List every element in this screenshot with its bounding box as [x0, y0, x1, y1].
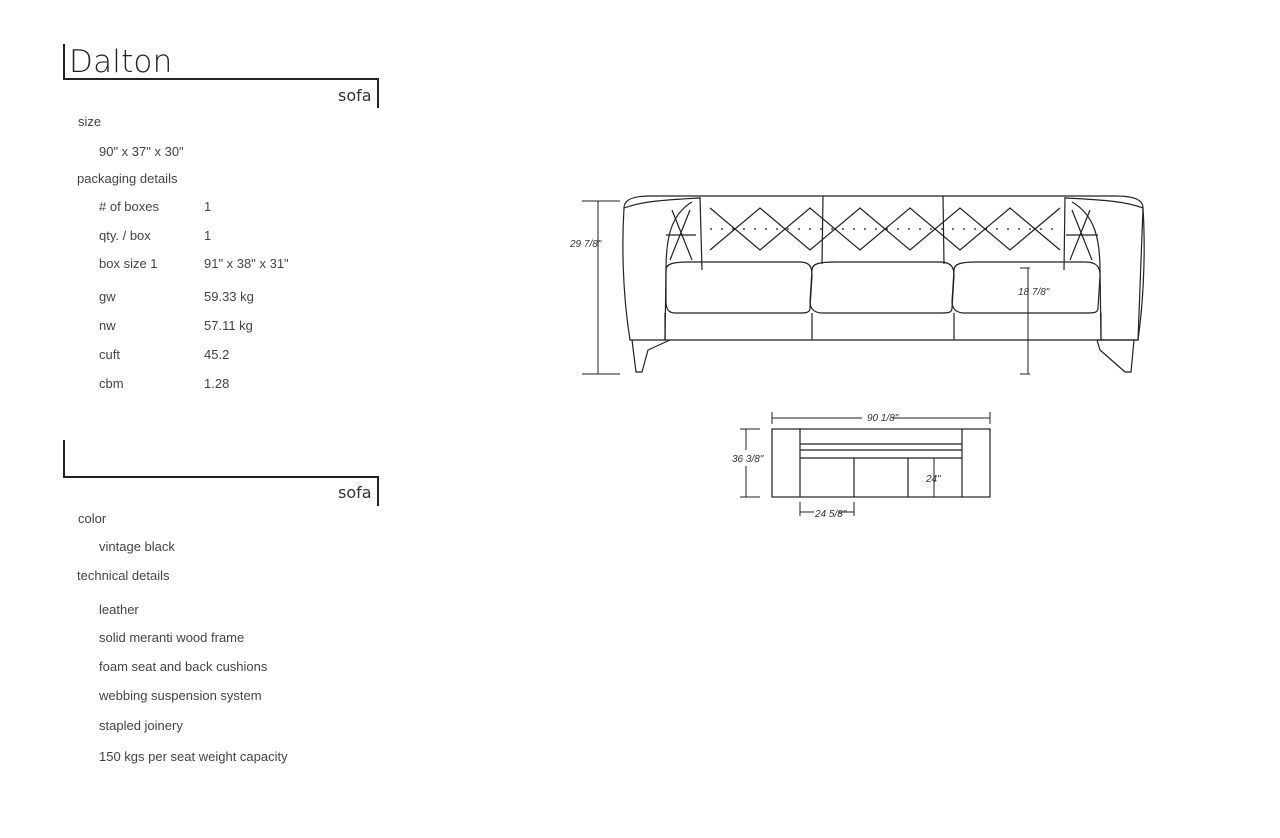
color-label: color [78, 511, 107, 526]
technical-item: solid meranti wood frame [99, 630, 245, 645]
spec-row-label: # of boxes [99, 199, 159, 214]
section-category: sofa [338, 483, 372, 502]
spec-row-value: 1 [204, 199, 212, 214]
product-category: sofa [338, 86, 372, 105]
spec-row-value: 59.33 kg [204, 289, 254, 304]
dimension-seat-width-label: 24 5/8" [815, 509, 847, 520]
technical-item: leather [99, 602, 139, 617]
spec-row-label: cbm [99, 376, 124, 391]
technical-item: foam seat and back cushions [99, 659, 268, 674]
spec-row-value: 45.2 [204, 347, 230, 362]
sofa-front-elevation-drawing [560, 180, 1170, 385]
color-value: vintage black [99, 539, 175, 554]
spec-row-value: 1 [204, 228, 212, 243]
product-title: Dalton [69, 44, 173, 80]
dimension-seat-depth-label: 24" [926, 474, 941, 485]
spec-row-label: gw [99, 289, 116, 304]
spec-row-value: 57.11 kg [204, 318, 253, 333]
dimension-width-label: 90 1/8" [867, 413, 899, 424]
technical-item: webbing suspension system [99, 688, 262, 703]
technical-item: 150 kgs per seat weight capacity [99, 749, 288, 764]
size-value: 90" x 37" x 30" [99, 144, 184, 159]
spec-row-label: nw [99, 318, 116, 333]
technical-item: stapled joinery [99, 718, 183, 733]
sofa-top-view-drawing [730, 402, 1000, 527]
spec-row-label: box size 1 [99, 256, 158, 271]
spec-row-value: 1.28 [204, 376, 230, 391]
dimension-height-label: 29 7/8" [570, 239, 602, 250]
dimension-depth-label: 36 3/8" [732, 454, 764, 465]
technical-label: technical details [77, 568, 170, 583]
packaging-label: packaging details [77, 171, 178, 186]
dimension-seat-height-label: 18 7/8" [1018, 287, 1050, 298]
size-label: size [78, 114, 102, 129]
spec-row-label: qty. / box [99, 228, 151, 243]
spec-row-label: cuft [99, 347, 120, 362]
spec-row-value: 91" x 38" x 31" [204, 256, 289, 271]
